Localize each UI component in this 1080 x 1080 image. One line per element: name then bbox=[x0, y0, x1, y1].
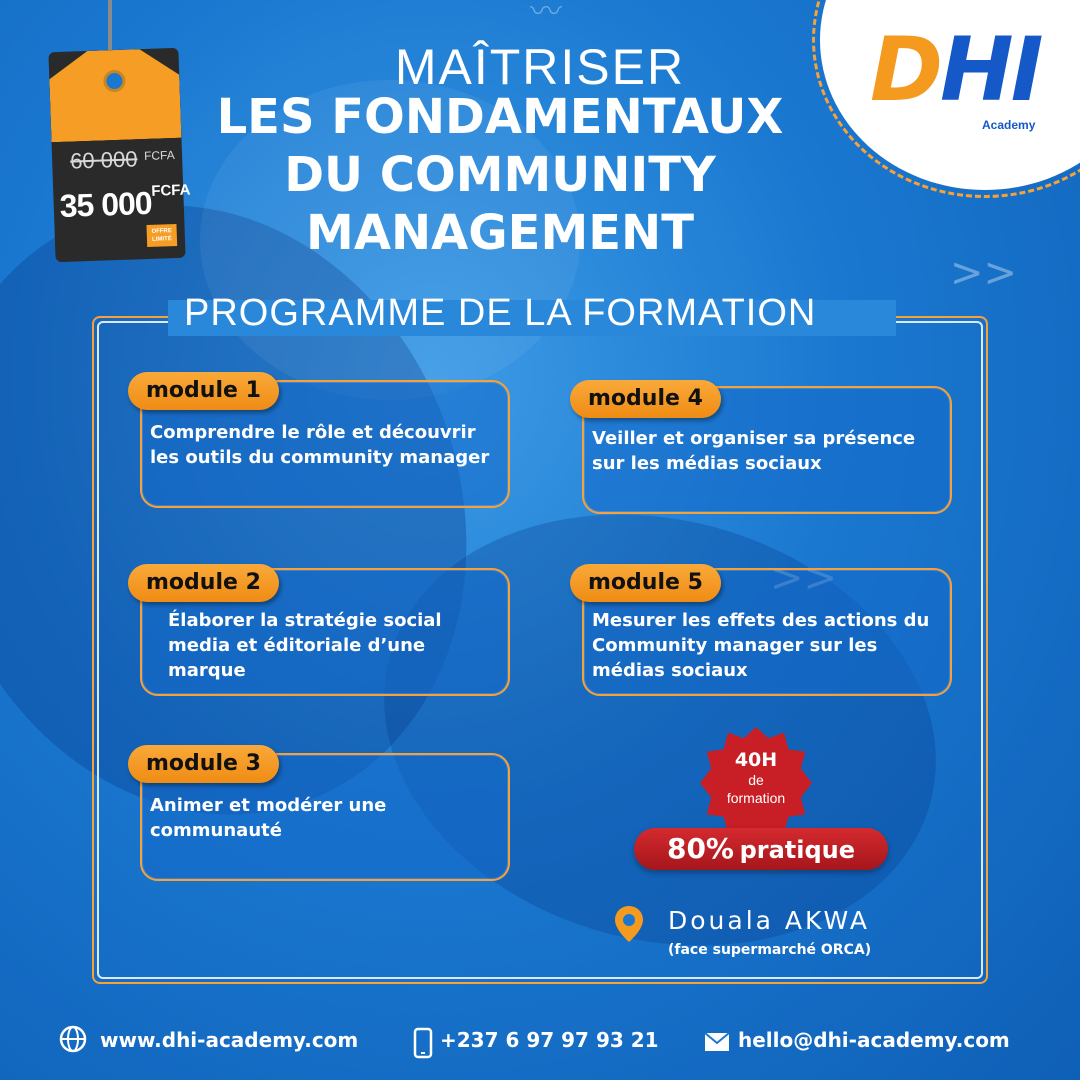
module-card-3 bbox=[140, 753, 510, 881]
module-label: module 3 bbox=[128, 745, 279, 783]
title-overline: MAÎTRISER bbox=[394, 39, 686, 95]
module-text: Mesurer les effets des actions du Community manager sur les médias sociaux bbox=[592, 610, 930, 681]
new-price-currency: FCFA bbox=[150, 181, 191, 200]
module-label: module 5 bbox=[570, 564, 721, 602]
page-title bbox=[180, 88, 820, 262]
old-price: 60 000 bbox=[69, 146, 138, 174]
pratique-badge bbox=[634, 828, 888, 870]
module-text: Veiller et organiser sa présence sur les médias sociaux bbox=[592, 428, 916, 474]
pratique-word: pratique bbox=[739, 836, 856, 864]
module-card-4 bbox=[582, 386, 952, 514]
hours-badge-value: 40H bbox=[734, 749, 778, 771]
hours-badge-de: de bbox=[748, 772, 764, 788]
module-text: Élaborer la stratégie social media et éditoriale d’une marque bbox=[168, 610, 442, 681]
module-text: Comprendre le rôle et découvrir les outils du community manager bbox=[150, 422, 490, 468]
location-pin-icon bbox=[614, 905, 644, 943]
title-line-2: DU COMMUNITY bbox=[284, 147, 716, 203]
module-card-5 bbox=[582, 568, 952, 696]
zigzag-decoration-icon: 〰 bbox=[530, 0, 563, 30]
module-label: module 2 bbox=[128, 564, 279, 602]
programme-title: PROGRAMME DE LA FORMATION bbox=[184, 292, 817, 334]
module-card-1 bbox=[140, 380, 510, 508]
module-label: module 1 bbox=[128, 372, 279, 410]
phone-icon bbox=[413, 1027, 433, 1059]
title-line-1: LES FONDAMENTAUX bbox=[216, 89, 784, 145]
footer-website-link[interactable]: www.dhi-academy.com bbox=[100, 1028, 359, 1052]
module-text: Animer et modérer une communauté bbox=[150, 795, 387, 841]
new-price: 35 000 bbox=[59, 184, 153, 225]
globe-icon bbox=[58, 1024, 88, 1054]
logo-mark: DHI bbox=[870, 18, 1041, 121]
hours-badge-formation: formation bbox=[726, 790, 786, 806]
pratique-percent: 80% bbox=[666, 832, 734, 865]
location-detail: (face supermarché ORCA) bbox=[668, 942, 872, 958]
offer-badge: OFFRE LIMITÉ bbox=[146, 224, 177, 247]
chevron-decoration-icon: >> bbox=[950, 250, 1018, 296]
location-city: Douala AKWA bbox=[668, 906, 870, 935]
mail-icon bbox=[704, 1032, 730, 1052]
module-card-2 bbox=[140, 568, 510, 696]
module-label: module 4 bbox=[570, 380, 721, 418]
footer-phone-link[interactable]: +237 6 97 97 93 21 bbox=[440, 1028, 659, 1052]
title-line-3: MANAGEMENT bbox=[306, 205, 694, 261]
logo-subtitle: Academy bbox=[982, 118, 1036, 132]
old-price-currency: FCFA bbox=[143, 147, 175, 164]
footer-email-link[interactable]: hello@dhi-academy.com bbox=[738, 1028, 1010, 1052]
